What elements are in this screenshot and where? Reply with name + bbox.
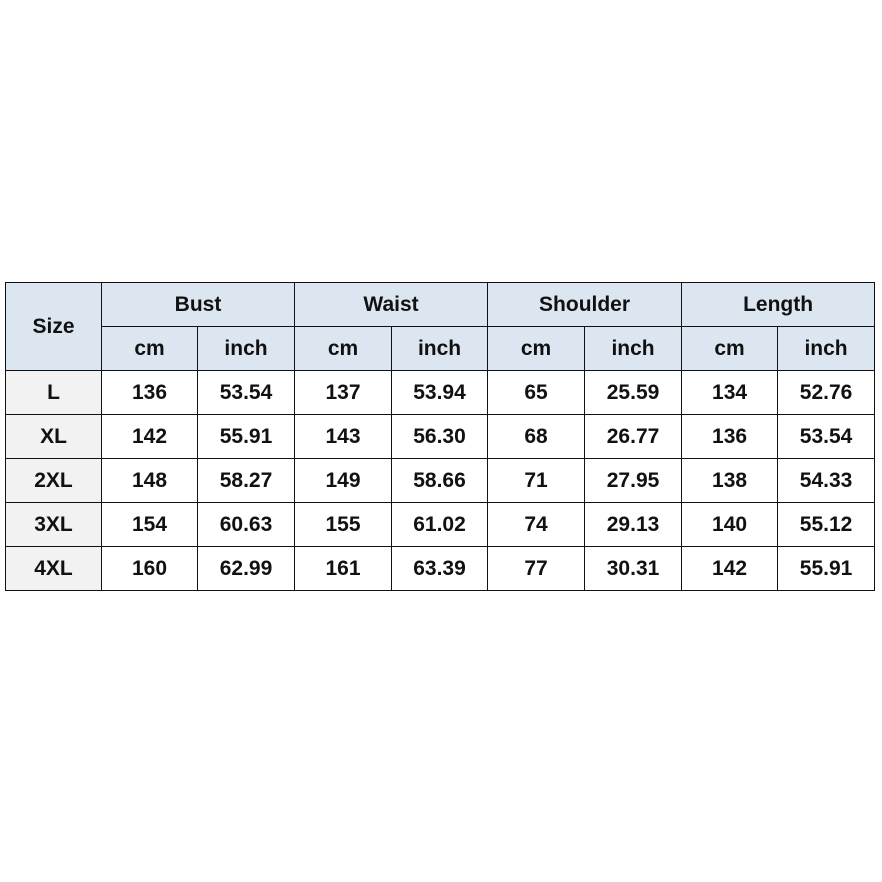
table-row — [6, 503, 875, 547]
unit-header: inch — [778, 327, 875, 371]
table-row — [6, 415, 875, 459]
value-cell: 68 — [488, 415, 585, 459]
value-cell: 55.12 — [778, 503, 875, 547]
value-cell: 30.31 — [585, 547, 682, 591]
size-cell: L — [6, 371, 102, 415]
unit-header: inch — [392, 327, 488, 371]
table-row — [6, 547, 875, 591]
value-cell: 143 — [295, 415, 392, 459]
table-body — [6, 371, 875, 591]
value-cell: 52.76 — [778, 371, 875, 415]
value-cell: 140 — [682, 503, 778, 547]
value-cell: 26.77 — [585, 415, 682, 459]
value-cell: 53.54 — [778, 415, 875, 459]
unit-header: inch — [585, 327, 682, 371]
size-cell: 3XL — [6, 503, 102, 547]
value-cell: 160 — [102, 547, 198, 591]
value-cell: 56.30 — [392, 415, 488, 459]
value-cell: 77 — [488, 547, 585, 591]
value-cell: 55.91 — [778, 547, 875, 591]
value-cell: 62.99 — [198, 547, 295, 591]
unit-header: cm — [295, 327, 392, 371]
value-cell: 29.13 — [585, 503, 682, 547]
value-cell: 74 — [488, 503, 585, 547]
value-cell: 142 — [682, 547, 778, 591]
table-row — [6, 459, 875, 503]
value-cell: 63.39 — [392, 547, 488, 591]
value-cell: 27.95 — [585, 459, 682, 503]
header-row-groups — [6, 283, 875, 327]
value-cell: 58.27 — [198, 459, 295, 503]
value-cell: 54.33 — [778, 459, 875, 503]
size-header: Size — [6, 283, 102, 371]
size-chart-table — [5, 282, 875, 591]
value-cell: 149 — [295, 459, 392, 503]
value-cell: 25.59 — [585, 371, 682, 415]
header-row-units — [6, 327, 875, 371]
value-cell: 154 — [102, 503, 198, 547]
value-cell: 155 — [295, 503, 392, 547]
value-cell: 136 — [102, 371, 198, 415]
value-cell: 138 — [682, 459, 778, 503]
value-cell: 142 — [102, 415, 198, 459]
value-cell: 65 — [488, 371, 585, 415]
group-header-waist: Waist — [295, 283, 488, 327]
value-cell: 161 — [295, 547, 392, 591]
unit-header: inch — [198, 327, 295, 371]
unit-header: cm — [682, 327, 778, 371]
value-cell: 60.63 — [198, 503, 295, 547]
size-cell: 2XL — [6, 459, 102, 503]
value-cell: 58.66 — [392, 459, 488, 503]
group-header-bust: Bust — [102, 283, 295, 327]
unit-header: cm — [488, 327, 585, 371]
value-cell: 148 — [102, 459, 198, 503]
group-header-length: Length — [682, 283, 875, 327]
value-cell: 61.02 — [392, 503, 488, 547]
value-cell: 71 — [488, 459, 585, 503]
table-header — [6, 283, 875, 371]
value-cell: 55.91 — [198, 415, 295, 459]
value-cell: 53.94 — [392, 371, 488, 415]
value-cell: 137 — [295, 371, 392, 415]
size-cell: 4XL — [6, 547, 102, 591]
value-cell: 136 — [682, 415, 778, 459]
group-header-shoulder: Shoulder — [488, 283, 682, 327]
value-cell: 134 — [682, 371, 778, 415]
unit-header: cm — [102, 327, 198, 371]
table-row — [6, 371, 875, 415]
size-cell: XL — [6, 415, 102, 459]
value-cell: 53.54 — [198, 371, 295, 415]
